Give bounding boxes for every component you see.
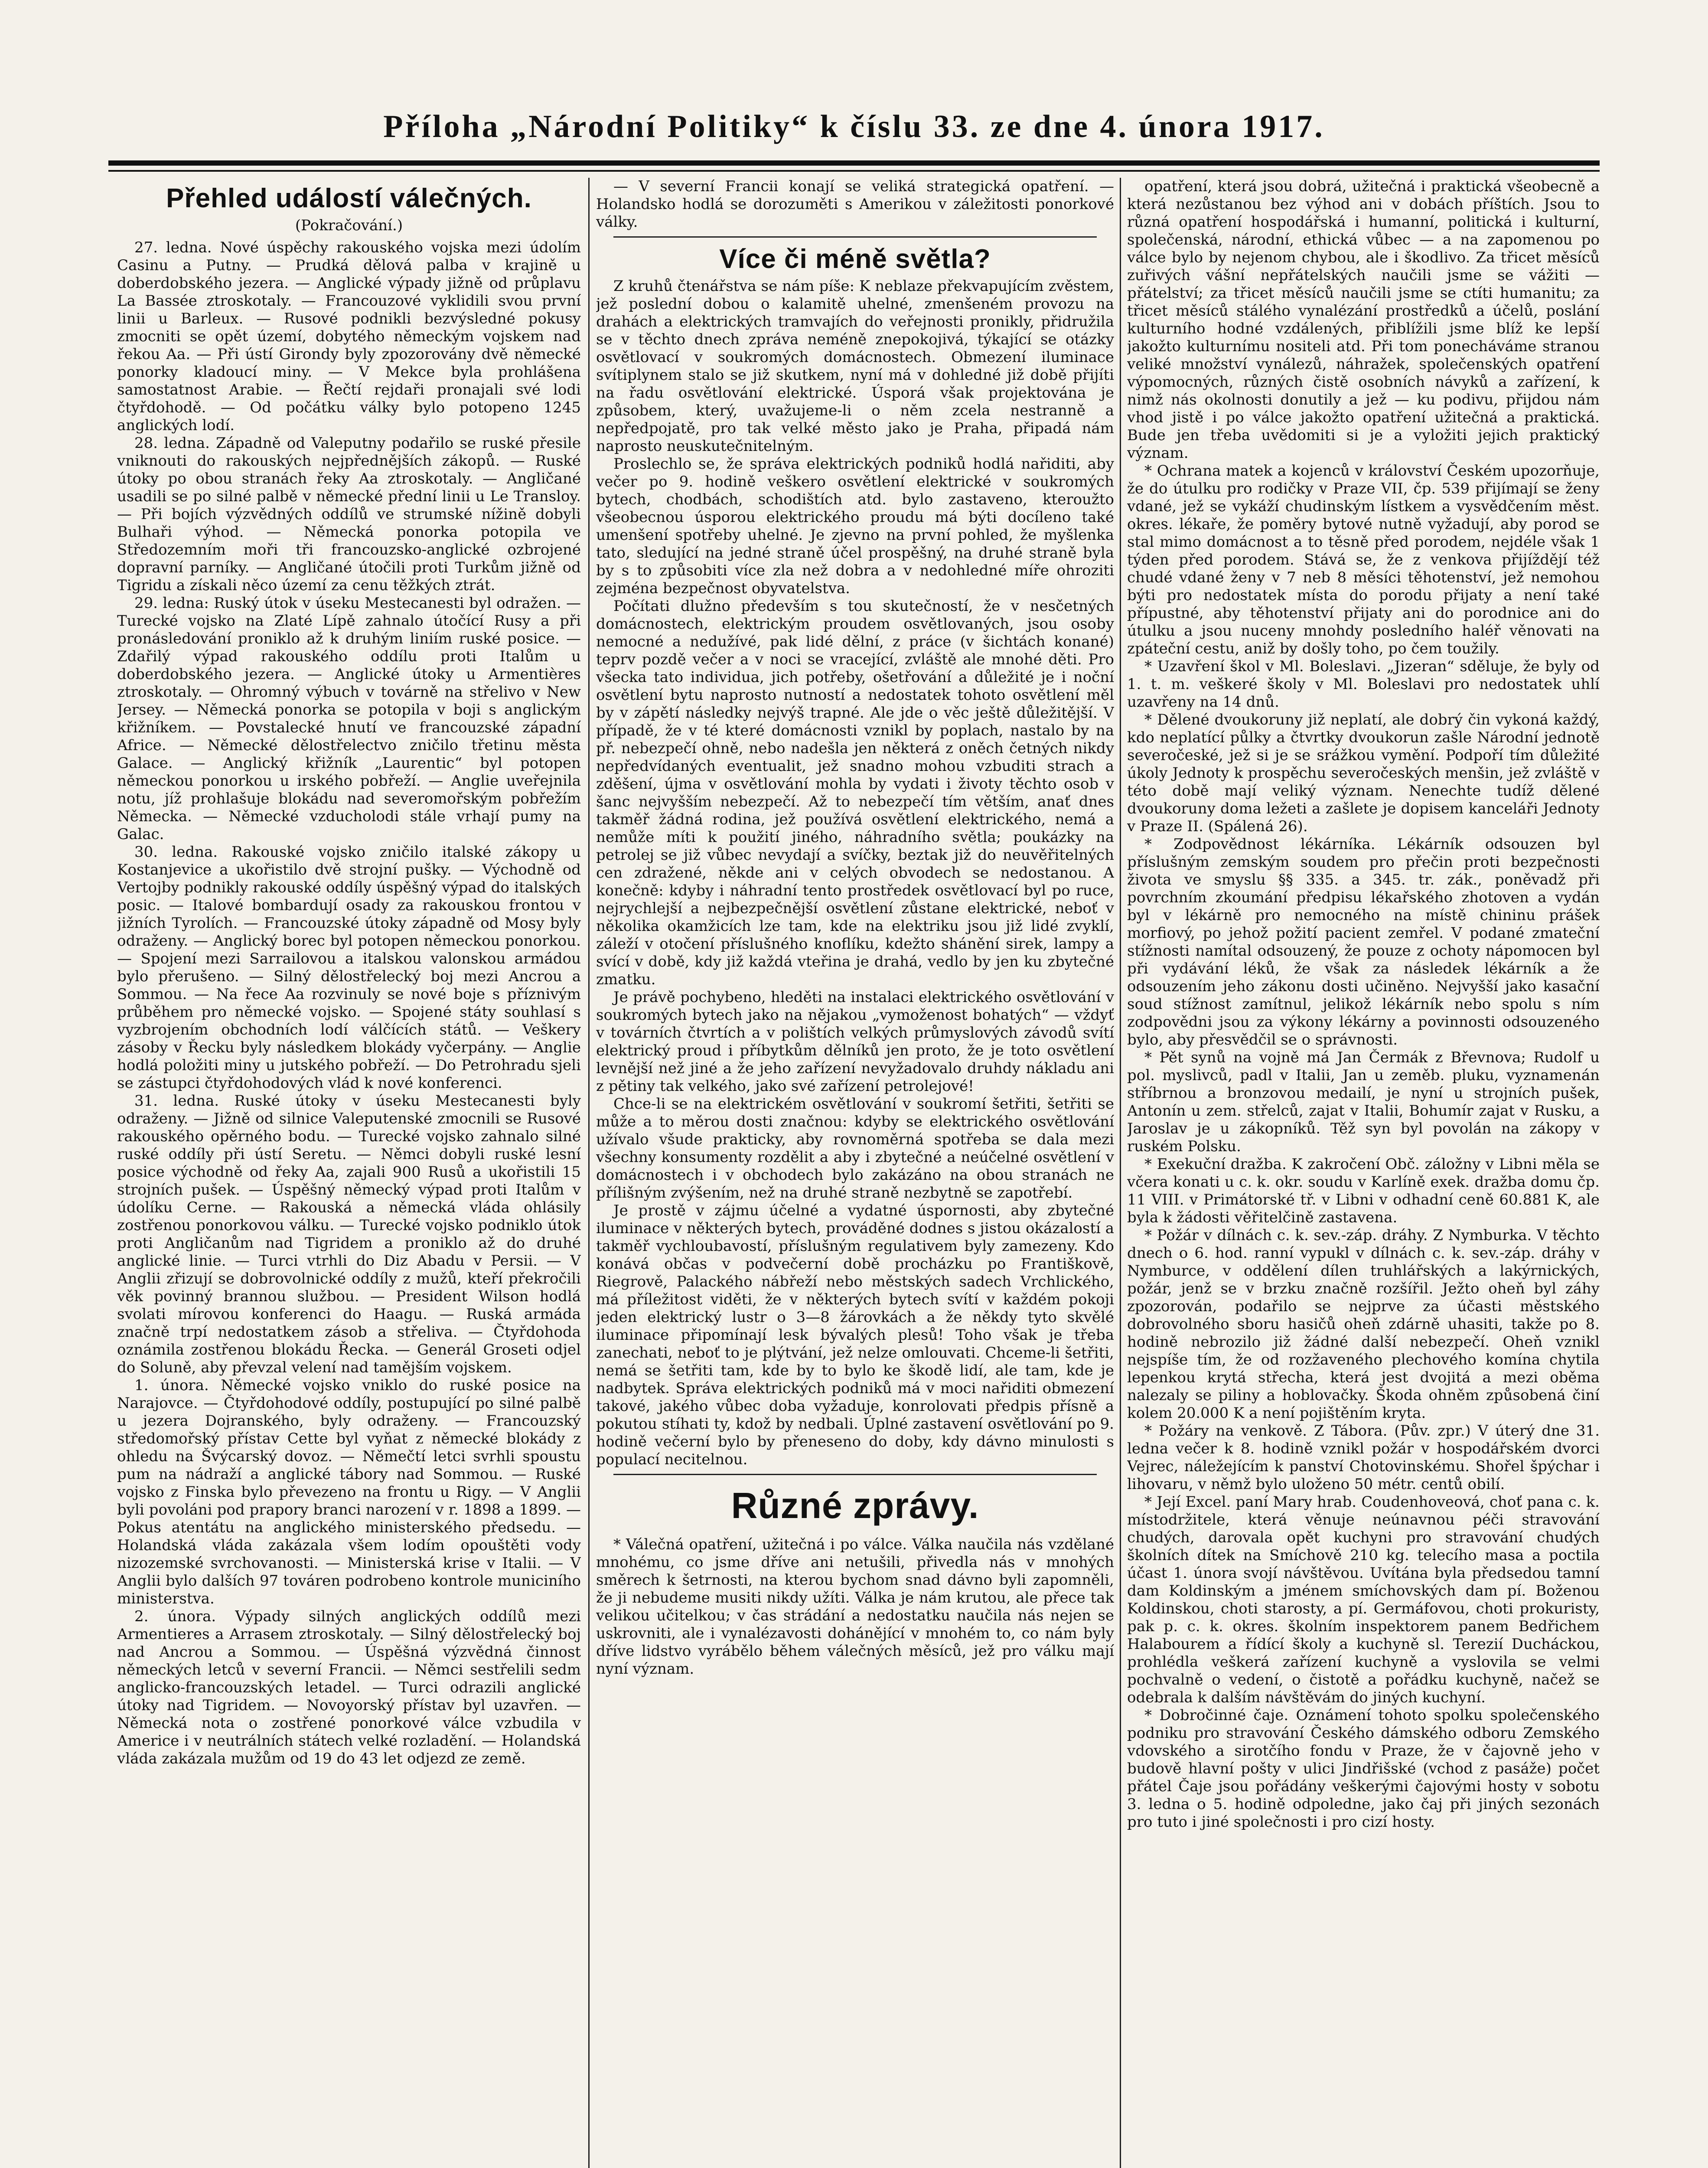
paragraph: Je prostě v zájmu účelné a vydatné úspornosti, aby zbytečné iluminace v některých bytech, prováděné dodnes s jistou okázalostí a takměř vychloubavostí, příslušným regulativem byly zamezeny. Kdo konává občas v podvečerní době procházku po Františkově, Riegrově, Palackého nábřeží nebo městských sadech Vrchlického, má příležitost viděti, že v některých bytech svítí v každém pokoji jeden elektrický lustr o 3—8 žárovkách a že někdy tyto skvělé iluminace připomínají lesk bývalých plesů! Toho však je třeba zanechati, neboť to je plýtvání, jež nelze omlouvati. Chceme-li šetřiti, nemá se šetřiti tam, kde by to bylo ke škodě lidí, ale tam, kde je nadbytek. Správa elektrických podniků má v moci nařiditi obmezení takové, jakého vůbec doba vyžaduje, konrolovati předpis přísně a pokutou stíhati ty, kdož by nedbali. Úplné zastavení osvětlování po 9. hodině večerní bylo by přeneseno do doby, kdy dávno minulosti s populací necitelnou. [596,1202,1114,1468]
article-title-news: Různé zprávy. [731,1485,979,1526]
paragraph: * Válečná opatření, užitečná i po válce. Válka naučila nás vzdělané mnohému, co jsme dříve ani netušili, přivedla nás v mnohých směrech k šetrnosti, na kterou bychom snad dávno byli zapomněli, že ji nebudeme musiti nikdy užíti. Válka je nám krutou, ale přece tak velikou učitelkou; v čas strádání a nedostatku naučila nás nejen se uskrovniti, ale i vynalézavosti dohánějící v mnohém to, co nám byly dříve lidstvo vyrábělo během válečných měsíců, jež pro válku mají nyní význam. [596,1536,1114,1678]
paragraph: Chce-li se na elektrickém osvětlování v soukromí šetřiti, šetřiti se může a to měrou dosti značnou: kdyby se elektrického osvětlování užívalo všude prakticky, aby rovnoměrná spotřeba se dala mezi všechny konsumenty rozdělit a aby i zbytečné a neúčelné osvětlení v domácnostech i v obchodech bylo zakázáno na obou stranách ne přílišným zvýšením, než na druhé straně nezbytně se zapotřebí. [596,1095,1114,1202]
column-divider-2 [1120,178,1121,2168]
paragraph: * Její Excel. paní Mary hrab. Coudenhoveová, choť pana c. k. místodržitele, která věnuje neúnavnou péči stravování chudých, darovala opět kuchyni pro stravování chudých školních dítek na Smíchově 210 kg. telecího masa a poctila účast 1. února svojí návštěvou. Uvítána byla předsedou tamní dam Koldinským a jménem smíchovských dam pí. Boženou Koldinskou, choti starosty, a pí. Germáfovou, choti prokuristy, pak p. c. k. okres. školním inspektorem panem Bedřichem Halabourem a řídící školy a kuchyně sl. Terezií Ducháckou, prohlédla veškerá zařízení kuchyně a vyslovila se velmi pochvalně o vedení, o čistotě a pořádku kuchyně, načež se odebrala k dalším návštěvám do jiných kuchyní. [1127,1493,1600,1706]
masthead-rule-thick [108,160,1600,166]
masthead-rule-thin [108,170,1600,172]
paragraph: 1. února. Německé vojsko vniklo do ruské posice na Narajovce. — Čtyřdohodové oddíly, postupující po silné palbě u jezera Dojranského, byly odraženy. — Francouzský středomořský přístav Cette byl vyňat z německé blokády z ohledu na Švýcarský dovoz. — Němečtí letci svrhli spoustu pum na nádraží a anglické tábory nad Sommou. — Ruské vojsko z Finska bylo převezeno na frontu u Rigy. — V Anglii byli povoláni pod prapory branci narození v r. 1898 a 1899. — Pokus atentátu na anglického ministerského předsedu. — Holandská vláda zakázala všem lodím opouštěti vody nizozemské svrchovanosti. — Ministerská krise v Italii. — V Anglii bylo dalších 97 továren podrobeno kontrole municiního ministerstva. [117,1377,581,1607]
article-title-light: Více či méně světla? [719,244,991,274]
column-1 [117,178,581,2168]
column-3 [1127,178,1600,2168]
paragraph: * Exekuční dražba. K zakročení Obč. záložny v Libni měla se včera konati u c. k. okr. soudu v Karlíně exek. dražba domu čp. 11 VIII. v Primátorské tř. v Libni v odhadní ceně 60.881 K, ale byla k žádosti věřitelčině zastavena. [1127,1156,1600,1226]
paragraph: * Zodpovědnost lékárníka. Lékárník odsouzen byl příslušným zemským soudem pro přečin proti bezpečnosti života ve smyslu §§ 335. a 345. tr. zák., poněvadž při povrchním zkoumání předpisu lékařského zhotoven a vydán byl v lékárně pro nemocného na místě chininu prášek morfiový, po jehož požití pacient zemřel. V podané zmateční stížnosti namítal odsouzený, že pouze z ochoty nápomocen byl při vydávání léků, že však za následek lékárník a že odsouzením jeho zákonu dosti učiněno. Nejvyšší jako kasační soud stížnost zamítnul, jelikož lékárník nebo spolu s ním zodpovědni jsou za výkony lékárny a povinnosti odsouzeného bylo, aby přesvědčil se o správnosti. [1127,836,1600,1048]
paragraph: * Požáry na venkově. Z Tábora. (Pův. zpr.) V úterý dne 31. ledna večer k 8. hodině vznikl požár v hospodářském dvorci Vejrec, náležejícím k panství Chotovinskému. Shořel špýchar i lihovaru, v němž bylo uloženo 50 métr. centů obilí. [1127,1422,1600,1493]
paragraph: opatření, která jsou dobrá, užitečná i praktická všeobecně a která nezůstanou bez výhod ani v dobách příštích. Jsou to různá opatření hospodářská i humanní, politická i kulturní, společenská, národní, ethická vůbec — a na zapomenou po válce bylo by nejenom chybou, ale i škodlivo. Za třicet měsíců zuřivých vášní nepřátelských naučili jsme se vážiti — přátelství; za třicet měsíců naučili jsme se ctíti humanitu; za třicet měsíců stálého vynalézání prostředků a účelů, poslání kulturního hodné vzdálených, přiblížili jsme blíž ke lepší jakožto kulturnímu nositeli atd. Při tom ponecháváme stranou veliké množství vynálezů, náhražek, společenských opatření výpomocných, různých čistě osobních návyků a zařízení, k nimž nás okolnosti donutily a jež — ku podivu, přijdou nám vhod jistě i po válce jakožto opatření užitečná a praktická. Bude jen třeba uvědomiti si je a vyložiti jejich praktický význam. [1127,178,1600,462]
paragraph: * Ochrana matek a kojenců v království Českém upozorňuje, že do útulku pro rodičky v Praze VII, čp. 539 přijímají se ženy vdané, jež se vykáží chudinským lístkem a vysvědčením měst. okres. lékaře, že poměry bytové nutně vyžadují, aby porod se stal mimo domácnost a to těsně před porodem, nejdéle však 1 týden před porodem. Stává se, že z venkova přijíždějí též chudé vdané ženy v 7 neb 8 měsíci těhotenství, jež nemohou býti pro nedostatek místa do porodu přijaty a není také přípustné, aby těhotenství přijaty ani do porodnice ani do útulku a jsou nuceny mnohdy posledního haléř věnovati na zpáteční cestu, aniž by došly toho, po čem toužily. [1127,462,1600,657]
section-divider [613,236,1097,238]
paragraph: * Pět synů na vojně má Jan Čermák z Břevnova; Rudolf u pol. myslivců, padl v Italii, Jan u zeměb. pluku, vyznamenán stříbrnou a bronzovou medailí, je nyní u strojních pušek, Antonín u zem. střelců, zajat v Italii, Bohumír zajat v Rusku, a Jaroslav je u zákopníků. Těž syn byl povolán na zákopy v ruském Polsku. [1127,1049,1600,1155]
war-overview-title: Přehled událostí válečných. [166,183,532,213]
section-divider [613,1474,1097,1475]
paragraph: Počítati dlužno především s tou skutečností, že v nesčetných domácnostech, elektrickým proudem osvětlovaných, jsou osoby nemocné a nedužívé, pak lidé dělní, z práce (v šichtách konané) teprv pozdě večer a v noci se vracející, zvláště ale mnohé děti. Pro všecka tato individua, jich potřeby, ošetřování a důležité je i noční osvětlení bytu naprosto nutností a nedostatek tohoto osvětlení měl by v zápětí následky nejvýš trapné. Ale jde o věc ještě důležitější. V případě, že v té které domácnosti vznikl by poplach, nastalo by na př. nebezpečí ohně, nebo nadešla jen některá z oněch četných nikdy nepředvídaných eventualit, jež snadno mohou vzbuditi strach a zděšení, újma v osvětlování mohla by vydati i životy těchto osob v šanc nejvyšším nebezpečí. Až to nebezpečí tím větším, anať dnes takměř žádná rodina, jež používá osvětlení elektrického, nemá a nemůže míti k použití jiného, náhradního světla; poukázky na petrolej se již vůbec nevydají a svíčky, beztak již do neuvěřitelných cen zdražené, někde ani v celých obvodech se nedostanou. A konečně: kdyby i náhradní tento prostředek osvětlovací byl po ruce, nejrychlejší a nejbezpečnější osvětlení zůstane elektrické, neboť v několika okamžicích lze tam, kde na elektriku jsou již lidé zvyklí, záleží v otočení příslušného knoflíku, kdežto shánění sirek, lampy a svící v době, kdy již každá vteřina je drahá, vedlo by jen ku zbytečné zmatku. [596,598,1114,988]
paragraph: — V severní Francii konají se veliká strategická opatření. — Holandsko hodlá se dorozuměti s Amerikou v záležitosti ponorkové války. [596,178,1114,231]
paragraph: 30. ledna. Rakouské vojsko zničilo italské zákopy u Kostanjevice a ukořistilo dvě strojní pušky. — Východně od Vertojby podnikly rakouské oddíly úspěšný výpad do italských posic. — Italové bombardují osady za rakouskou frontou v jižních Tyrolích. — Francouzské útoky západně od Mosy byly odraženy. — Anglický borec byl potopen německou ponorkou. — Spojení mezi Sarrailovou a italskou valonskou armádou bylo přerušeno. — Silný dělostřelecký boj mezi Ancrou a Sommou. — Na řece Aa rozvinuly se nové boje s příznivým průběhem pro německé vojsko. — Spojené státy souhlasí s vyzbrojením obchodních lodí válčících států. — Veškery zásoby v Řecku byly následkem blokády vyčerpány. — Anglie hodlá položiti miny u jutského pobřeží. — Do Petrohradu sjeli se zástupci čtyřdohodových vlád k nové konferenci. [117,843,581,1092]
war-overview-subtitle: (Pokračování.) [295,217,403,234]
paragraph: * Požár v dílnách c. k. sev.-záp. dráhy. Z Nymburka. V těchto dnech o 6. hod. ranní vypukl v dílnách c. k. sev.-záp. dráhy v Nymburce, v oddělení dílen truhlářských a lakýrnických, požár, jenž se v brzku značně rozšířil. Ježto oheň byl záhy zpozorován, podařilo se nejprve za účasti městského dobrovolného sboru hasičů oheň zdárně uhasiti, takže po 8. hodině nebrozilo již žádné další nebezpečí. Oheň vznikl nejspíše tím, že od rozžaveného plechového komína chytila lepenkou krytá střecha, která jest dvojitá a mezi oběma nalezaly se piliny a hoblovačky. Škoda ohněm způsobená činí kolem 20.000 K a není pojištěním kryta. [1127,1227,1600,1422]
masthead: Příloha „Národní Politiky“ k číslu 33. ze dne 4. února 1917. [383,109,1325,144]
paragraph: 28. ledna. Západně od Valeputny podařilo se ruské přesile vniknouti do rakouských nejpřednějších zákopů. — Ruské útoky po obou stranách řeky Aa ztroskotaly. — Angličané usadili se po silné palbě v německé přední linii u Le Transloy. — Při bojích výzvědných oddílů ve strumské nížině dobyli Bulhaři výhod. — Německá ponorka potopila ve Středozemním moři tři francouzsko-anglické ozbrojené dopravní parníky. — Angličané útočili proti Turkům jižně od Tigridu a získali něco území za cenu těžkých ztrát. [117,434,581,594]
paragraph: Proslechlo se, že správa elektrických podniků hodlá nařiditi, aby večer po 9. hodině veškero osvětlení elektrické v soukromých bytech, chodbách, schodištích atd. bylo zastaveno, kteroužto všeobecnou úsporou elektrického proudu má býti docíleno také umenšení spotřeby uhelné. Je zjevno na první pohled, že myšlenka tato, sledující na jedné straně účel prospěšný, na druhé straně byla by s to způsobiti více zla než dobra a v nedohledné míře ohroziti zejména bezpečnost obyvatelstva. [596,455,1114,597]
paragraph: Je právě pochybeno, hleděti na instalaci elektrického osvětlování v soukromých bytech jako na nějakou „vymoženost bohatých“ — vždyť v továrních čtvrtích a v polištích velkých průmyslových závodů svítí elektrický proud i příbytkům dělníků jen proto, že je toto osvětlení levnější než jiné a že jeho zařízení nevyžadovalo druhdy nákladu ani z pětiny tak velkého, jako své zařízení petrolejové! [596,989,1114,1095]
column-divider-1 [588,178,590,2168]
paragraph: 2. února. Výpady silných anglických oddílů mezi Armentieres a Arrasem ztroskotaly. — Silný dělostřelecký boj nad Ancrou a Sommou. — Úspěšná výzvědná činnost německých letců v severní Francii. — Němci sestřelili sedm anglicko-francouzských letadel. — Turci odrazili anglické útoky nad Tigridem. — Novoyorský přístav byl uzavřen. — Německá nota o zostřené ponorkové válce vzbudila v Americe i v neutrálních státech velké rozladění. — Holandská vláda zakázala mužům od 19 do 43 let odjezd ze země. [117,1608,581,1767]
paragraph: 31. ledna. Ruské útoky v úseku Mestecanesti byly odraženy. — Jižně od silnice Valeputenské zmocnili se Rusové rakouského opěrného bodu. — Turecké vojsko zahnalo silné ruské oddíly při ústí Seretu. — Němci dobyli ruské lesní posice východně od řeky Aa, zajali 900 Rusů a ukořistili 15 strojních pušek. — Úspěšný německý výpad proti Italům v údolíku Cerne. — Rakouská a německá vláda ohlásily zostřenou ponorkovou válku. — Turecké vojsko podniklo útok proti Angličanům nad Tigridem a proniklo až do druhé anglické linie. — Turci vtrhli do Diz Abadu v Persii. — V Anglii zřizují se dobrovolnické oddíly z mužů, kteří překročili věk povinný brannou službou. — President Wilson hodlá svolati mírovou konferenci do Haagu. — Ruská armáda značně trpí nedostatkem zásob a střeliva. — Čtyřdohoda oznámila zostřenou blokádu Řecka. — Generál Groseti odjel do Soluně, aby převzal velení nad tamějším vojskem. [117,1092,581,1376]
paragraph: * Dobročinné čaje. Oznámení tohoto spolku společenského podniku pro stravování Českého dámského odboru Zemského vdovského a sirotčího fondu v Praze, že v čajovně jeho v budově hlavní pošty v ulici Jindřišské (vchod z pasáže) počet přátel Čaje jsou pořádány veškerými čajovými hosty v sobotu 3. ledna o 5. hodině odpoledne, jako čaj při jiných sezonách pro tuto i jiné společnosti i pro cizí hosty. [1127,1707,1600,1831]
paragraph: 29. ledna: Ruský útok v úseku Mestecanesti byl odražen. — Turecké vojsko na Zlaté Lípě zahnalo útočící Rusy a při pronásledování proniklo až k druhým liniím ruské posice. — Zdařilý výpad rakouského oddílu proti Italům u doberdobského jezera. — Anglické útoky u Armentières ztroskotaly. — Ohromný výbuch v továrně na střelivo v New Jersey. — Německá ponorka se potopila v boji s anglickým křižníkem. — Povstalecké hnutí ve francouzské západní Africe. — Německé dělostřelectvo zničilo třetinu města Galace. — Anglický křižník „Laurentic“ byl potopen německou ponorkou u irského pobřeží. — Anglie uveřejnila notu, jíž prohlašuje blokádu nad severomořským pobřežím Německa. — Německé vzducholodi stále vrhají pumy na Galac. [117,594,581,843]
paragraph: * Dělené dvoukoruny již neplatí, ale dobrý čin vykoná každý, kdo neplatící půlky a čtvrtky dvoukorun zašle Národní jednotě severočeské, jež si je se srážkou vymění. Podpoří tím důležité úkoly Jednoty k prospěchu severočeských menšin, jež zvláště v této době mají veliký význam. Nenechte tudíž dělené dvoukoruny doma ležeti a zašlete je dopisem kanceláři Jednoty v Praze II. (Spálená 26). [1127,711,1600,835]
paragraph: * Uzavření škol v Ml. Boleslavi. „Jizeran“ sděluje, že byly od 1. t. m. veškeré školy v Ml. Boleslavi pro nedostatek uhlí uzavřeny na 14 dnů. [1127,658,1600,711]
paragraph: Z kruhů čtenářstva se nám píše: K neblaze překvapujícím zvěstem, jež poslední dobou o kalamitě uhelné, zmenšeném provozu na drahách a elektrických tramvajích do veřejnosti pronikly, přidružila se v těchto dnech zpráva neméně znepokojivá, týkající se otázky osvětlovací v soukromých domácnostech. Obmezení iluminace svítiplynem stalo se již skutkem, nyní má v dohledné již době přijíti na řadu osvětlování elektrické. Úsporá však projektována je způsobem, který, uvažujeme-li o něm zcela nestranně a nepředpojatě, pro tak velké město jako je Praha, připadá nám naprosto neuskutečnitelným. [596,278,1114,455]
paragraph: 27. ledna. Nové úspěchy rakouského vojska mezi údolím Casinu a Putny. — Prudká dělová palba v krajině u doberdobského jezera. — Anglické výpady jižně od průplavu La Bassée ztroskotaly. — Francouzové vyklidili svou první linii u Barleux. — Rusové podnikli bezvýsledné pokusy zmocniti se opět území, dobytého německým vojskem nad řekou Aa. — Při ústí Girondy byly zpozorovány dvě německé ponorky kladoucí miny. — V Mekce byla prohlášena samostatnost Arabie. — Řečtí rejdaři pronajali své lodi čtyřdohodě. — Od počátku války bylo potopeno 1245 anglických lodí. [117,239,581,434]
column-2 [596,178,1114,2168]
